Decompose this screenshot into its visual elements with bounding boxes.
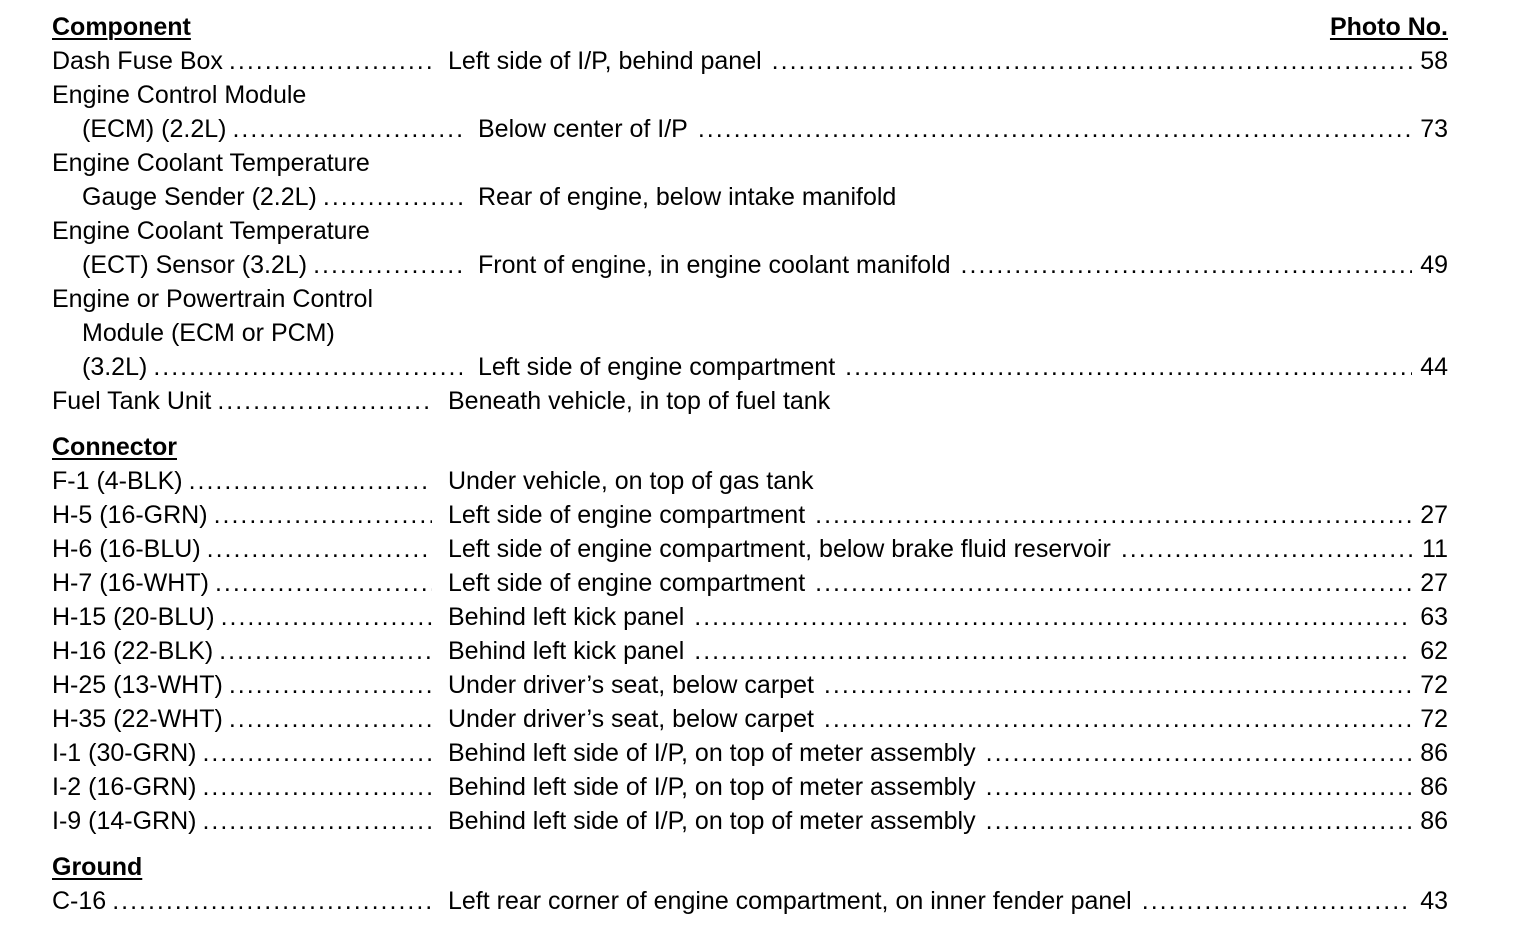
location-cell [432, 498, 1412, 532]
table-row [52, 384, 1448, 418]
component-name-cell [52, 248, 462, 282]
table-row [52, 634, 1448, 668]
leader-dots [986, 736, 1413, 770]
component-name: Engine Coolant Temperature [52, 217, 370, 245]
location-text: Behind left side of I/P, on top of meter assembly [448, 773, 976, 801]
component-name: (ECM) (2.2L) [82, 115, 227, 143]
leader-dots [1142, 884, 1412, 918]
table-row [52, 498, 1448, 532]
table-row [52, 248, 1448, 282]
leader-dots [986, 770, 1413, 804]
component-name-cell [52, 736, 432, 770]
leader-dots [215, 566, 432, 600]
location-text: Left side of engine compartment, below brake fluid reservoir [448, 535, 1111, 563]
component-name: F-1 (4-BLK) [52, 467, 183, 495]
component-name: H-16 (22-BLK) [52, 637, 214, 665]
leader-dots [313, 248, 462, 282]
location-text: Front of engine, in engine coolant manifold [478, 251, 951, 279]
component-name: I-1 (30-GRN) [52, 739, 197, 767]
component-name-cell [52, 702, 432, 736]
component-name: H-7 (16-WHT) [52, 569, 209, 597]
leader-dots [698, 112, 1412, 146]
component-name-cell [52, 566, 432, 600]
photo-number: 49 [1420, 251, 1448, 279]
location-text: Under driver’s seat, below carpet [448, 671, 814, 699]
location-cell [462, 350, 1412, 384]
table-row [52, 282, 1448, 316]
component-name: I-2 (16-GRN) [52, 773, 197, 801]
location-cell [432, 566, 1412, 600]
location-cell [432, 44, 1412, 78]
component-name-cell [52, 770, 432, 804]
component-name-line [52, 214, 432, 248]
table-row [52, 350, 1448, 384]
table-row [52, 600, 1448, 634]
component-name: I-9 (14-GRN) [52, 807, 197, 835]
component-name-cell [52, 350, 462, 384]
location-text: Left side of engine compartment [448, 501, 806, 529]
component-name-cell [52, 464, 432, 498]
location-cell [432, 600, 1412, 634]
location-text: Left side of engine compartment [448, 569, 806, 597]
table-row [52, 532, 1448, 566]
photo-number: 27 [1420, 569, 1448, 597]
location-text: Rear of engine, below intake manifold [478, 183, 897, 211]
photo-number: 72 [1420, 705, 1448, 733]
leader-dots [214, 498, 432, 532]
component-name: H-35 (22-WHT) [52, 705, 223, 733]
leader-dots [694, 600, 1412, 634]
component-name: H-6 (16-BLU) [52, 535, 201, 563]
photo-number: 11 [1422, 535, 1448, 563]
location-text: Below center of I/P [478, 115, 688, 143]
photo-no-heading: Photo No. [1329, 13, 1448, 41]
location-text: Left rear corner of engine compartment, on inner fender panel [448, 887, 1132, 915]
leader-dots [824, 702, 1412, 736]
component-name: Engine Coolant Temperature [52, 149, 370, 177]
location-text: Under vehicle, on top of gas tank [448, 467, 814, 495]
leader-dots [189, 464, 432, 498]
photo-number: 62 [1420, 637, 1448, 665]
location-cell [462, 180, 1448, 214]
leader-dots [694, 634, 1412, 668]
photo-number: 86 [1420, 739, 1448, 767]
component-name-cell [52, 498, 432, 532]
leader-dots [1121, 532, 1414, 566]
component-locator-table [52, 10, 1448, 918]
photo-number: 27 [1420, 501, 1448, 529]
component-name: Module (ECM or PCM) [82, 319, 335, 347]
ground-list [52, 884, 1448, 918]
component-name: Engine Control Module [52, 81, 307, 109]
leader-dots [961, 248, 1413, 282]
connector-heading: Connector [52, 433, 177, 461]
leader-dots [772, 44, 1413, 78]
location-text: Left side of engine compartment [478, 353, 836, 381]
component-name: Engine or Powertrain Control [52, 285, 373, 313]
table-row [52, 702, 1448, 736]
component-name-cell [52, 44, 432, 78]
leader-dots [229, 44, 432, 78]
table-header [52, 10, 1448, 44]
location-cell [432, 634, 1412, 668]
leader-dots [202, 804, 432, 838]
photo-number: 58 [1420, 47, 1448, 75]
table-row [52, 112, 1448, 146]
component-name-cell [52, 384, 432, 418]
component-name-cell [52, 668, 432, 702]
location-cell [432, 384, 1448, 418]
component-name-line [52, 282, 432, 316]
connector-section-header [52, 430, 1448, 464]
component-name: Fuel Tank Unit [52, 387, 212, 415]
leader-dots [986, 804, 1413, 838]
component-name-line [52, 316, 462, 350]
leader-dots [815, 498, 1412, 532]
photo-number: 63 [1420, 603, 1448, 631]
table-row [52, 566, 1448, 600]
component-list [52, 44, 1448, 418]
ground-section-header [52, 850, 1448, 884]
table-row [52, 78, 1448, 112]
table-row [52, 214, 1448, 248]
location-text: Behind left kick panel [448, 603, 685, 631]
leader-dots [824, 668, 1412, 702]
table-row [52, 180, 1448, 214]
table-row [52, 736, 1448, 770]
photo-number: 73 [1420, 115, 1448, 143]
leader-dots [202, 736, 432, 770]
component-name: (ECT) Sensor (3.2L) [82, 251, 308, 279]
leader-dots [217, 384, 432, 418]
component-name: Dash Fuse Box [52, 47, 223, 75]
connector-list [52, 464, 1448, 838]
leader-dots [153, 350, 462, 384]
leader-dots [845, 350, 1412, 384]
table-row [52, 770, 1448, 804]
photo-number: 44 [1420, 353, 1448, 381]
leader-dots [229, 668, 432, 702]
location-cell [462, 248, 1412, 282]
leader-dots [219, 634, 432, 668]
location-text: Behind left kick panel [448, 637, 685, 665]
location-text: Behind left side of I/P, on top of meter assembly [448, 807, 976, 835]
component-name: H-15 (20-BLU) [52, 603, 215, 631]
location-cell [432, 804, 1412, 838]
component-name: (3.2L) [82, 353, 148, 381]
location-cell [432, 532, 1414, 566]
leader-dots [207, 532, 432, 566]
table-row [52, 464, 1448, 498]
photo-number: 72 [1420, 671, 1448, 699]
leader-dots [815, 566, 1412, 600]
location-text: Beneath vehicle, in top of fuel tank [448, 387, 831, 415]
location-text: Left side of I/P, behind panel [448, 47, 762, 75]
component-name-line [52, 146, 432, 180]
location-cell [462, 112, 1412, 146]
component-name-cell [52, 804, 432, 838]
location-cell [432, 464, 1448, 498]
table-row [52, 44, 1448, 78]
location-cell [432, 770, 1412, 804]
table-row [52, 146, 1448, 180]
photo-number: 86 [1420, 773, 1448, 801]
leader-dots [229, 702, 432, 736]
component-name-cell [52, 600, 432, 634]
photo-number: 43 [1420, 887, 1448, 915]
component-name-cell [52, 180, 462, 214]
component-name: C-16 [52, 887, 107, 915]
location-cell [432, 668, 1412, 702]
location-text: Behind left side of I/P, on top of meter assembly [448, 739, 976, 767]
location-cell [432, 702, 1412, 736]
component-name-cell [52, 884, 432, 918]
leader-dots [221, 600, 432, 634]
photo-number: 86 [1420, 807, 1448, 835]
location-text: Under driver’s seat, below carpet [448, 705, 814, 733]
component-name: Gauge Sender (2.2L) [82, 183, 317, 211]
leader-dots [202, 770, 432, 804]
table-row [52, 668, 1448, 702]
component-name-cell [52, 112, 462, 146]
ground-heading: Ground [52, 853, 143, 881]
leader-dots [112, 884, 432, 918]
table-row [52, 884, 1448, 918]
leader-dots [232, 112, 462, 146]
table-row [52, 316, 1448, 350]
component-name-cell [52, 634, 432, 668]
component-heading: Component [52, 13, 191, 41]
component-name-cell [52, 532, 432, 566]
component-name-line [52, 78, 432, 112]
leader-dots [323, 180, 462, 214]
component-name: H-5 (16-GRN) [52, 501, 208, 529]
component-name: H-25 (13-WHT) [52, 671, 223, 699]
table-row [52, 804, 1448, 838]
location-cell [432, 884, 1412, 918]
location-cell [432, 736, 1412, 770]
